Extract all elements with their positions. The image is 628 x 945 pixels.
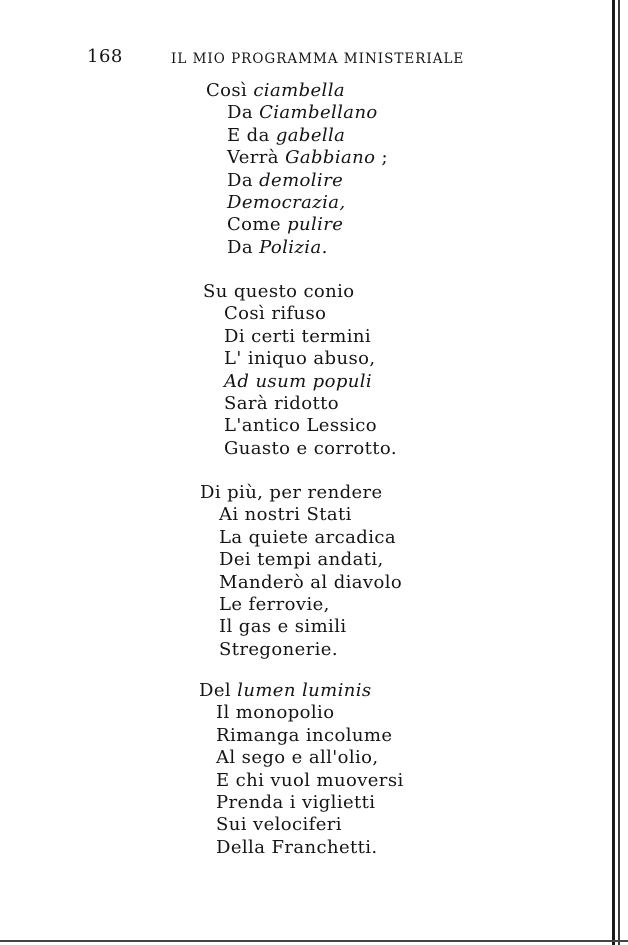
verse-line bbox=[224, 393, 339, 415]
verse-text: Il monopolio bbox=[216, 702, 335, 724]
verse-line bbox=[219, 594, 330, 616]
verse-text: E chi vuol muoversi bbox=[216, 769, 404, 791]
italic-word: demolire bbox=[259, 169, 344, 191]
verse-text: E da bbox=[227, 124, 276, 146]
verse-line bbox=[219, 527, 396, 549]
verse-line bbox=[216, 792, 375, 814]
verse-line bbox=[200, 482, 383, 504]
verse-line bbox=[216, 770, 404, 792]
verse-line bbox=[227, 237, 328, 259]
italic-word: ciambella bbox=[253, 80, 345, 101]
verse-text: Come bbox=[227, 214, 288, 236]
italic-word: Democrazia, bbox=[227, 192, 346, 213]
verse-line bbox=[216, 747, 379, 769]
italic-word: pulire bbox=[287, 214, 344, 236]
verse-line bbox=[203, 281, 355, 303]
verse-text: Da bbox=[227, 169, 260, 191]
verse-text: ; bbox=[375, 147, 388, 169]
verse-line bbox=[216, 702, 334, 724]
italic-word: Polizia. bbox=[259, 236, 328, 258]
page-number: 168 bbox=[87, 46, 123, 67]
verse-text: Del bbox=[199, 680, 238, 701]
page-edge-shadow-secondary bbox=[618, 0, 620, 945]
verse-text: Guasto e corrotto. bbox=[224, 437, 397, 459]
verse-text: L' iniquo abuso, bbox=[224, 348, 376, 370]
verse-line bbox=[219, 639, 338, 661]
italic-word: gabella bbox=[275, 124, 346, 146]
running-title: IL MIO PROGRAMMA MINISTERIALE bbox=[171, 51, 465, 67]
verse-text: Rimanga incolume bbox=[216, 724, 393, 746]
verse-text: Prenda i viglietti bbox=[216, 792, 376, 813]
verse-line bbox=[224, 303, 326, 325]
italic-word: Ad usum populi bbox=[224, 370, 373, 392]
verse-text: Su questo conio bbox=[203, 281, 355, 302]
verse-text: Così rifuso bbox=[224, 303, 327, 325]
verse-line bbox=[216, 814, 342, 836]
verse-line bbox=[227, 125, 345, 147]
italic-word: Ciambellano bbox=[259, 102, 378, 124]
verse-line bbox=[227, 102, 378, 124]
verse-line bbox=[227, 170, 343, 192]
verse-line bbox=[219, 504, 352, 526]
italic-word: Gabbiano bbox=[285, 147, 376, 169]
verse-text: Stregonerie. bbox=[219, 638, 338, 660]
verse-text: Dei tempi andati, bbox=[219, 549, 384, 571]
verse-line bbox=[224, 438, 397, 460]
verse-text: Il gas e simili bbox=[219, 616, 347, 638]
verse-text: Così bbox=[206, 80, 254, 101]
verse-line bbox=[199, 680, 372, 702]
verse-text: Ai nostri Stati bbox=[219, 504, 352, 526]
verse-text: Al sego e all'olio, bbox=[216, 747, 379, 769]
verse-text: Sarà ridotto bbox=[224, 393, 339, 414]
verse-text: Le ferrovie, bbox=[219, 594, 330, 615]
verse-line bbox=[206, 80, 345, 102]
verse-line bbox=[227, 147, 388, 169]
verse-line bbox=[224, 371, 372, 393]
verse-line bbox=[219, 616, 347, 638]
verse-text: Da bbox=[227, 236, 260, 258]
page-edge-shadow bbox=[612, 0, 615, 945]
verse-line bbox=[227, 192, 346, 214]
italic-word: lumen luminis bbox=[237, 680, 372, 701]
verse-line bbox=[216, 837, 378, 859]
verse-text: Verrà bbox=[227, 147, 286, 169]
verse-line bbox=[219, 549, 384, 571]
verse-text: Da bbox=[227, 102, 260, 124]
verse-text: Della Franchetti. bbox=[216, 836, 378, 858]
verse-line bbox=[224, 326, 371, 348]
verse-text: La quiete arcadica bbox=[219, 526, 396, 548]
verse-line bbox=[219, 572, 402, 594]
verse-text: Di certi termini bbox=[224, 325, 372, 347]
page-bottom-edge bbox=[0, 940, 628, 942]
verse-text: L'antico Lessico bbox=[224, 415, 378, 437]
verse-line bbox=[227, 214, 343, 236]
verse-line bbox=[224, 415, 377, 437]
verse-text: Manderò al diavolo bbox=[219, 571, 403, 593]
verse-text: Di più, per rendere bbox=[200, 482, 383, 503]
verse-line bbox=[224, 348, 375, 370]
verse-text: Sui velociferi bbox=[216, 814, 342, 836]
verse-line bbox=[216, 725, 392, 747]
